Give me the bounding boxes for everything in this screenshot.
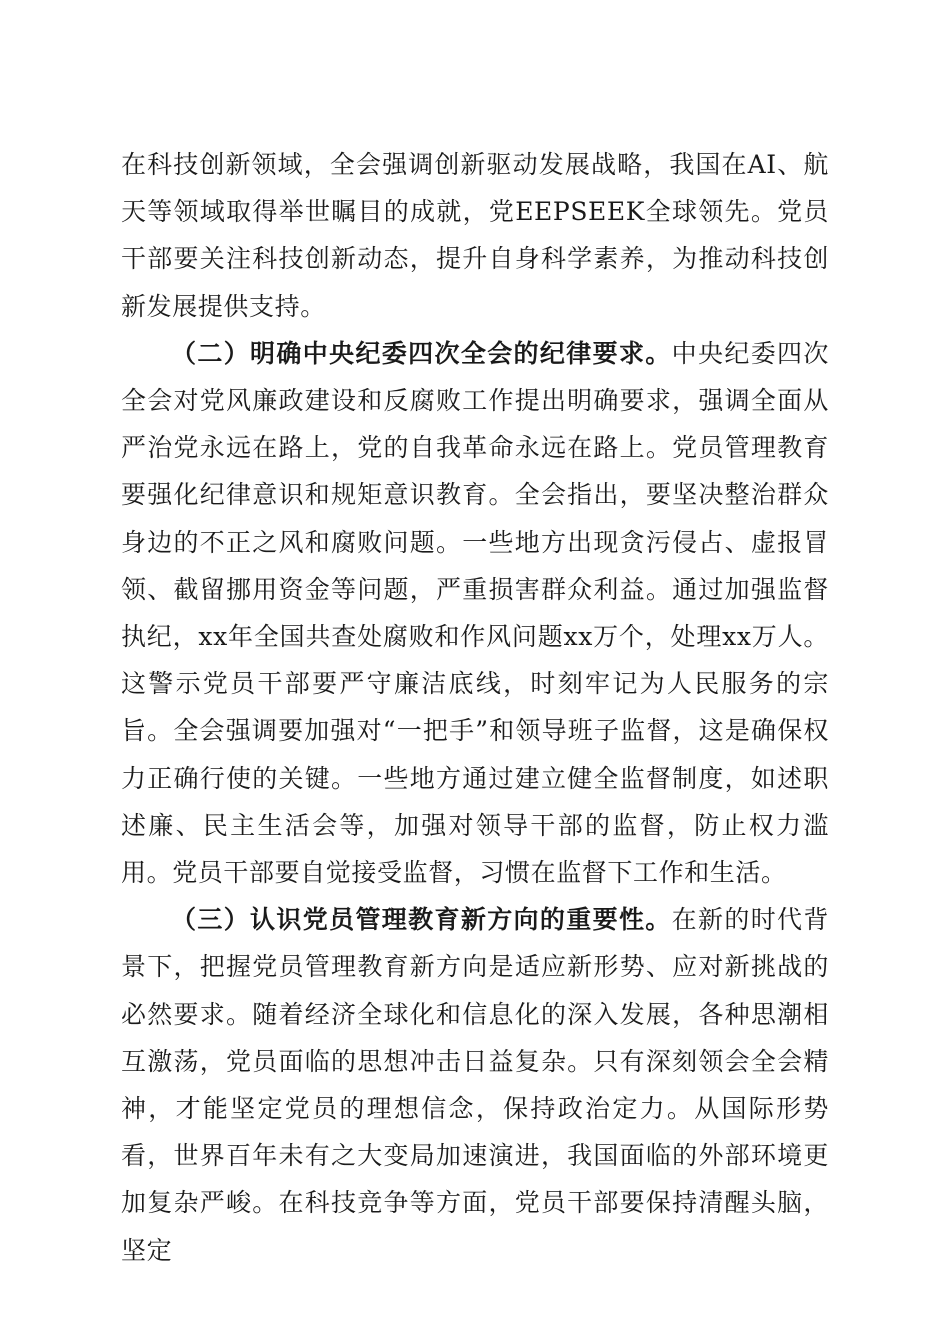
paragraph-text: 在新的时代背景下，把握党员管理教育新方向是适应新形势、应对新挑战的必然要求。随着经济全球化和信息化的深入发展，各种思潮相互激荡，党员面临的思想冲击日益复杂。只有深刻领会全会精神，才能坚定党员的理想信念，保持政治定力。从国际形势看，世界百年未有之大变局加速演进，我国面临的外部环境更加复杂严峻。在科技竞争等方面，党员干部要保持清醒头脑，坚定 (121, 905, 829, 1265)
section-heading-two: （二）明确中央纪委四次全会的纪律要求。 (171, 338, 672, 368)
paragraph-new-direction (121, 896, 829, 1274)
paragraph-tech-innovation (121, 141, 829, 330)
paragraph-text: 在科技创新领域，全会强调创新驱动发展战略，我国在AI、航天等领域取得举世瞩目的成就，党EEPSEEK全球领先。党员干部要关注科技创新动态，提升自身科学素养，为推动科技创新发展提供支持。 (121, 150, 829, 321)
document-body (121, 141, 829, 1274)
paragraph-text: 中央纪委四次全会对党风廉政建设和反腐败工作提出明确要求，强调全面从严治党永远在路上，党的自我革命永远在路上。党员管理教育要强化纪律意识和规矩意识教育。全会指出，要坚决整治群众身边的不正之风和腐败问题。一些地方出现贪污侵占、虚报冒领、截留挪用资金等问题，严重损害群众利益。通过加强监督执纪，xx年全国共查处腐败和作风问题xx万个，处理xx万人。这警示党员干部要严守廉洁底线，时刻牢记为人民服务的宗旨。全会强调要加强对“一把手”和领导班子监督，这是确保权力正确行使的关键。一些地方通过建立健全监督制度，如述职述廉、民主生活会等，加强对领导干部的监督，防止权力滥用。党员干部要自觉接受监督，习惯在监督下工作和生活。 (121, 338, 829, 888)
section-heading-three: （三）认识党员管理教育新方向的重要性。 (171, 905, 672, 935)
paragraph-discipline-requirements (121, 330, 829, 896)
